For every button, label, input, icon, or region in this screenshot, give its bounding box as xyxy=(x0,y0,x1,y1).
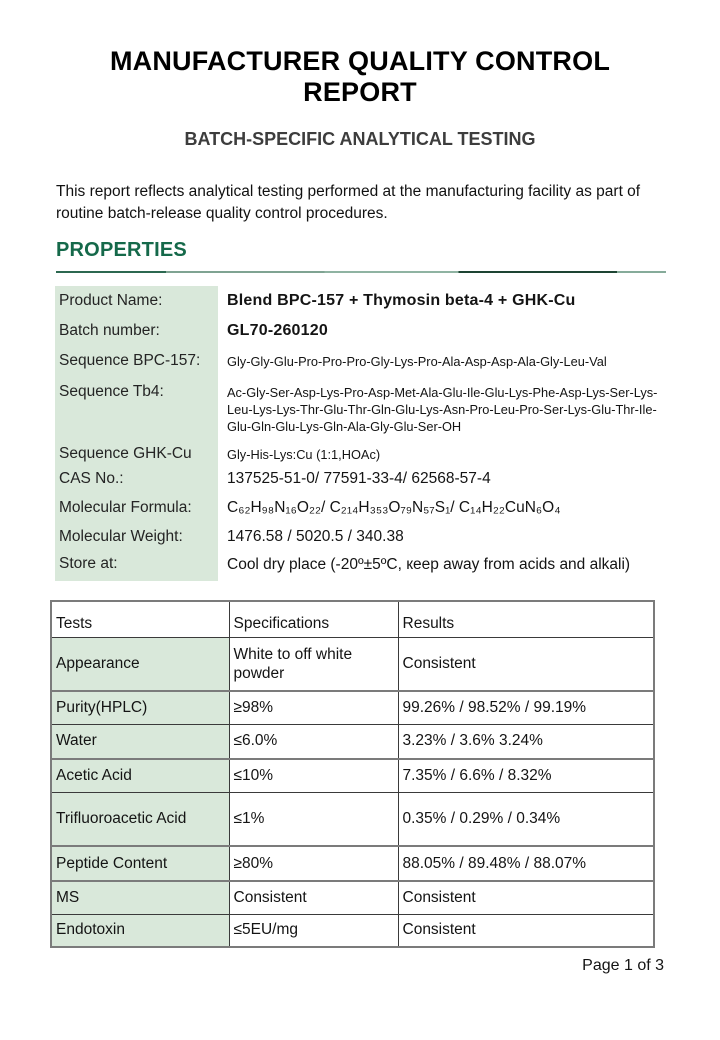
property-row-batch-number xyxy=(55,316,665,346)
test-result-cell: 7.35% / 6.6% / 8.32% xyxy=(398,759,654,792)
property-row-sequence-bpc157 xyxy=(55,346,665,377)
test-name-cell: Peptide Content xyxy=(51,846,229,881)
table-row-water xyxy=(51,724,654,759)
test-spec-cell: Consistent xyxy=(229,881,398,914)
report-intro-text: This report reflects analytical testing performed at the manufacturing facility as part of routine batch-release quality control procedures. xyxy=(56,183,641,222)
test-spec-cell: White to off white powder xyxy=(229,637,398,691)
test-name-cell: MS xyxy=(51,881,229,914)
test-spec-cell: ≤10% xyxy=(229,759,398,792)
test-result-cell: 3.23% / 3.6% 3.24% xyxy=(398,724,654,759)
test-result-cell: 0.35% / 0.29% / 0.34% xyxy=(398,792,654,846)
table-row-appearance xyxy=(51,637,654,691)
property-label: CAS No.: xyxy=(55,467,218,491)
test-name-cell: Endotoxin xyxy=(51,914,229,947)
property-row-cas-no xyxy=(55,467,665,491)
test-name-cell: Trifluoroacetic Acid xyxy=(51,792,229,846)
property-row-sequence-ghk-cu xyxy=(55,442,665,467)
table-row-endotoxin xyxy=(51,914,654,947)
table-row-purity-hplc xyxy=(51,691,654,724)
property-label: Product Name: xyxy=(55,286,218,316)
tests-header-row xyxy=(51,601,654,637)
test-name-cell: Appearance xyxy=(51,637,229,691)
property-value: Blend BPC-157 + Thymosin beta-4 + GHK-Cu xyxy=(227,292,576,309)
property-label: Sequence Tb4: xyxy=(55,377,218,442)
tests-header-results: Results xyxy=(398,601,654,637)
property-value: Ac-Gly-Ser-Asp-Lys-Pro-Asp-Met-Ala-Glu-Ile-Glu-Lys-Phe-Asp-Lys-Ser-Lys-Leu-Lys-Lys-Thr-Glu-Thr-Gln-Glu-Lys-Asn-Pro-Leu-Pro-Ser-Lys-Glu-Thr-Ile-Glu-Gln-Glu-Lys-Gln-Ala-Gly-Glu-Ser-OH xyxy=(227,385,658,434)
test-result-cell: Consistent xyxy=(398,637,654,691)
test-result-cell: 88.05% / 89.48% / 88.07% xyxy=(398,846,654,881)
property-row-molecular-formula xyxy=(55,491,665,525)
test-spec-cell: ≥80% xyxy=(229,846,398,881)
property-value: C₆₂H₉₈N₁₆O₂₂/ C₂₁₄H₃₅₃O₇₉N₅₇S₁/ C₁₄H₂₂CuN₆O₄ xyxy=(227,499,561,516)
test-result-cell: Consistent xyxy=(398,914,654,947)
test-name-cell: Purity(HPLC) xyxy=(51,691,229,724)
property-value: GL70-260120 xyxy=(227,322,328,339)
report-title: MANUFACTURER QUALITY CONTROL REPORT xyxy=(109,46,611,107)
test-spec-cell: ≤5EU/mg xyxy=(229,914,398,947)
tests-header-specifications: Specifications xyxy=(229,601,398,637)
property-value: Gly-Gly-Glu-Pro-Pro-Pro-Gly-Lys-Pro-Ala-Asp-Asp-Ala-Gly-Leu-Val xyxy=(227,354,607,369)
property-row-sequence-tb4 xyxy=(55,377,665,442)
property-label: Store at: xyxy=(55,549,218,581)
tests-header-tests: Tests xyxy=(51,601,229,637)
property-row-product-name xyxy=(55,286,665,316)
table-row-acetic-acid xyxy=(51,759,654,792)
table-row-ms xyxy=(51,881,654,914)
properties-section-heading: PROPERTIES xyxy=(56,239,187,261)
property-label: Molecular Formula: xyxy=(55,491,218,525)
test-name-cell: Acetic Acid xyxy=(51,759,229,792)
property-row-molecular-weight xyxy=(55,525,665,549)
tests-table xyxy=(50,600,655,948)
test-spec-cell: ≥98% xyxy=(229,691,398,724)
property-label: Sequence GHK-Cu xyxy=(55,442,218,467)
property-label: Molecular Weight: xyxy=(55,525,218,549)
test-name-cell: Water xyxy=(51,724,229,759)
property-row-store-at xyxy=(55,549,665,581)
page-number: Page 1 of 3 xyxy=(582,957,664,974)
test-result-cell: 99.26% / 98.52% / 99.19% xyxy=(398,691,654,724)
report-subtitle: BATCH-SPECIFIC ANALYTICAL TESTING xyxy=(184,129,536,149)
test-result-cell: Consistent xyxy=(398,881,654,914)
property-label: Batch number: xyxy=(55,316,218,346)
table-row-peptide-content xyxy=(51,846,654,881)
properties-divider xyxy=(56,271,666,273)
property-value: Gly-His-Lys:Cu (1:1,HOAc) xyxy=(227,447,381,462)
property-value: 1476.58 / 5020.5 / 340.38 xyxy=(227,528,404,545)
property-label: Sequence BPC-157: xyxy=(55,346,218,377)
test-spec-cell: ≤1% xyxy=(229,792,398,846)
property-value: 137525-51-0/ 77591-33-4/ 62568-57-4 xyxy=(227,470,491,487)
test-spec-cell: ≤6.0% xyxy=(229,724,398,759)
table-row-trifluoroacetic-acid xyxy=(51,792,654,846)
properties-table xyxy=(55,286,665,581)
property-value: Cool dry place (-20º±5ºC, кeep away from acids and alkali) xyxy=(227,556,631,573)
